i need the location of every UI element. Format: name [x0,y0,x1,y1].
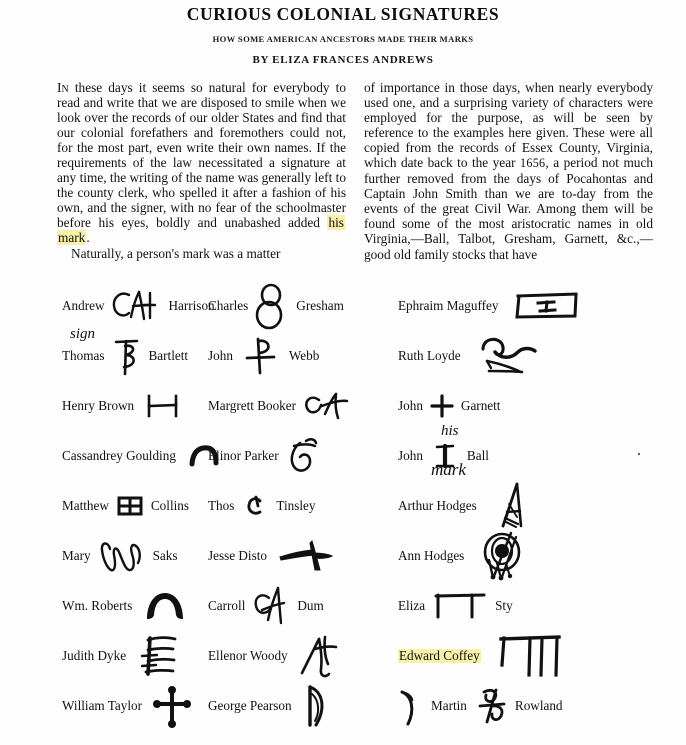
signature-name-prefix: Ephraim Maguffey [398,298,499,314]
signature-name-suffix: Collins [150,498,189,514]
table-row [0,381,686,431]
eliza-sty-mark [432,590,488,622]
signature-name-prefix: George Pearson [208,698,292,714]
ruth-loyde-mark [477,335,539,377]
charles-gresham-mark [255,282,285,330]
john-garnett-mark [430,393,454,419]
signature-name-prefix: Thos [208,498,235,514]
thos-tinsley-mark [245,494,265,518]
ann-hodges-mark [480,530,528,582]
page-speck [638,453,640,455]
right-paragraph-part1: of importance in those days, when nearly everybody used one, and a surprising variety of characters were employed for the purpose, as will be seen by reference to the examples here given. These were all copied from the records of Essex County, Virginia, which date back to the year [364,80,653,171]
signature-name-prefix: Ellenor Woody [208,648,288,664]
ellenor-woody-mark [299,633,341,679]
right-paragraph [364,80,653,262]
table-row [0,481,686,531]
signature-entry-thomas-bartlett [0,326,208,381]
signature-name-suffix: Gresham [296,298,344,314]
henry-brown-mark [145,393,181,419]
page-title: CURIOUS COLONIAL SIGNATURES [186,4,500,24]
george-pearson-mark-2 [398,686,420,726]
signature-marks-table [0,281,686,731]
signature-name-suffix: Tinsley [276,498,316,514]
signature-entry-mary-saks [0,531,208,581]
signature-entry-martin-rowland [398,681,686,731]
john-webb-mark [244,336,278,376]
signature-name-suffix: Ball [466,448,489,464]
carroll-dum-mark [252,586,286,626]
signature-name-suffix: Harrison [168,298,215,314]
annotation-sign: sign [70,326,96,342]
table-row [0,326,686,381]
andrew-harrison-mark [111,289,157,323]
right-column [364,80,653,262]
signature-name-suffix: Saks [152,548,178,564]
thomas-bartlett-mark [112,334,142,378]
left-column [57,80,346,262]
signature-entry-charles-gresham [208,281,398,331]
william-taylor-mark [153,685,191,727]
body-columns [0,66,686,262]
signature-entry-matthew-collins [0,481,208,531]
signature-name-prefix: William Taylor [62,698,142,714]
judith-dyke-mark [137,634,179,678]
table-row [0,681,686,731]
signature-entry-edward-coffey [398,631,686,681]
signature-name-suffix: Garnett [460,398,501,414]
martin-rowland-mark [474,686,508,726]
signature-name-prefix: Carroll [208,598,246,614]
paragraph-lead-in: In [57,80,69,95]
right-paragraph-part2: , a period not much further removed from the days of Pocahontas and Captain John Smith than we are to-day from the events of the great Civil War. Among them will be found some of the most aristocratic names in old Virginia,—Ball, Talbot, Gresham, Garnett, &c.,—good old family stocks that have [364,155,653,262]
signature-name-prefix: Elinor Parker [208,448,279,464]
signature-entry-jesse-disto [208,531,398,581]
annotation-his: his [441,423,459,439]
signature-name-prefix: Judith Dyke [62,648,127,664]
signature-name-suffix: Webb [288,348,320,364]
signature-name-prefix: Ruth Loyde [398,348,461,364]
signature-name-prefix: John [398,398,423,414]
signature-name-margrett-booker: Margrett Booker [208,398,297,414]
mary-saks-mark [98,537,146,575]
signature-name-prefix: Charles [208,298,249,314]
table-row [0,631,686,681]
george-pearson-mark [303,684,329,728]
signature-entry-henry-brown [0,381,208,431]
signature-entry-john-webb [208,331,398,381]
signature-name-prefix: Andrew [62,298,105,314]
left-paragraph-1-text: these days it seems so natural for everybody to read and write that we are disposed to smile when we look over the records of our older States and find that our colonial forefathers and foremothers could not, for the most part, even write their own names. If the requirements of the law necessitated a signature at any time, the writing of the name was generally left to the county clerk, who spelled it after a fashion of his own, and the signer, with no fear of the schoolmaster before his eyes, boldly and unabashed added [57,80,346,231]
signature-name-prefix: Martin [431,698,467,714]
signature-entry-arthur-hodges [398,481,686,531]
signature-name-suffix: Dum [297,598,324,614]
signature-entry-ruth-loyde [398,331,686,381]
margrett-booker-mark [303,391,349,421]
signature-entry-andrew-harrison [0,281,215,331]
signature-entry-judith-dyke [0,631,208,681]
signature-entry-margrett-booker [208,381,398,431]
signature-entry-carroll-dum [208,581,398,631]
signature-name-prefix: Wm. Roberts [62,598,133,614]
article-byline: BY ELIZA FRANCES ANDREWS [252,54,434,66]
signature-name-prefix: Matthew [62,498,109,514]
signature-name-prefix: Jesse Disto [208,548,267,564]
signature-name-prefix: Mary [62,548,91,564]
signature-entry-eliza-sty [398,581,686,631]
table-row [0,531,686,581]
signature-entry-wm-roberts [0,581,208,631]
signature-name-prefix: Arthur Hodges [398,498,477,514]
table-row [0,581,686,631]
signature-name-prefix: Eliza [398,598,426,614]
matthew-collins-mark [116,494,144,518]
signature-name-prefix: Ann Hodges [398,548,465,564]
signature-entry-cassandrey-goulding [0,431,208,481]
jesse-disto-mark [278,539,334,573]
annotation-mark: mark [431,460,466,479]
left-paragraph-1 [57,80,346,246]
signature-entry-george-pearson [208,681,398,731]
masthead [0,0,686,66]
signature-entry-elinor-parker [208,431,398,481]
signature-name-prefix: John [398,448,423,464]
signature-entry-william-taylor [0,681,208,731]
edward-coffey-mark [497,633,563,679]
year-1656: 1656 [520,156,546,171]
signature-name-suffix: Rowland [514,698,563,714]
signature-entry-thos-tinsley [208,481,398,531]
signature-name-prefix: Thomas [62,348,105,364]
signature-name-prefix: Henry Brown [62,398,135,414]
wm-roberts-mark [143,591,187,621]
left-paragraph-2: Naturally, a person's mark was a matter [71,245,281,261]
left-paragraph-1-end: . [86,230,90,246]
signature-name-prefix: John [208,348,233,364]
table-row [0,281,686,331]
arthur-hodges-mark [493,482,527,530]
signature-name-suffix: Bartlett [148,348,189,364]
ephraim-maguffey-mark [514,290,580,322]
signature-name-suffix: Sty [495,598,513,614]
table-row [0,423,686,481]
signature-entry-ephraim-maguffey [398,281,686,331]
signature-name-prefix: Cassandrey Goulding [62,448,176,464]
highlight-his-mark: his mark [58,215,344,246]
signature-entry-ann-hodges [398,531,686,581]
elinor-parker-mark [286,437,320,475]
signature-name-edward-coffey: Edward Coffey [399,648,480,664]
signature-entry-john-ball [398,423,686,481]
signature-entry-ellenor-woody [208,631,398,681]
article-subhead: HOW SOME AMERICAN ANCESTORS MADE THEIR MARKS [212,34,474,44]
